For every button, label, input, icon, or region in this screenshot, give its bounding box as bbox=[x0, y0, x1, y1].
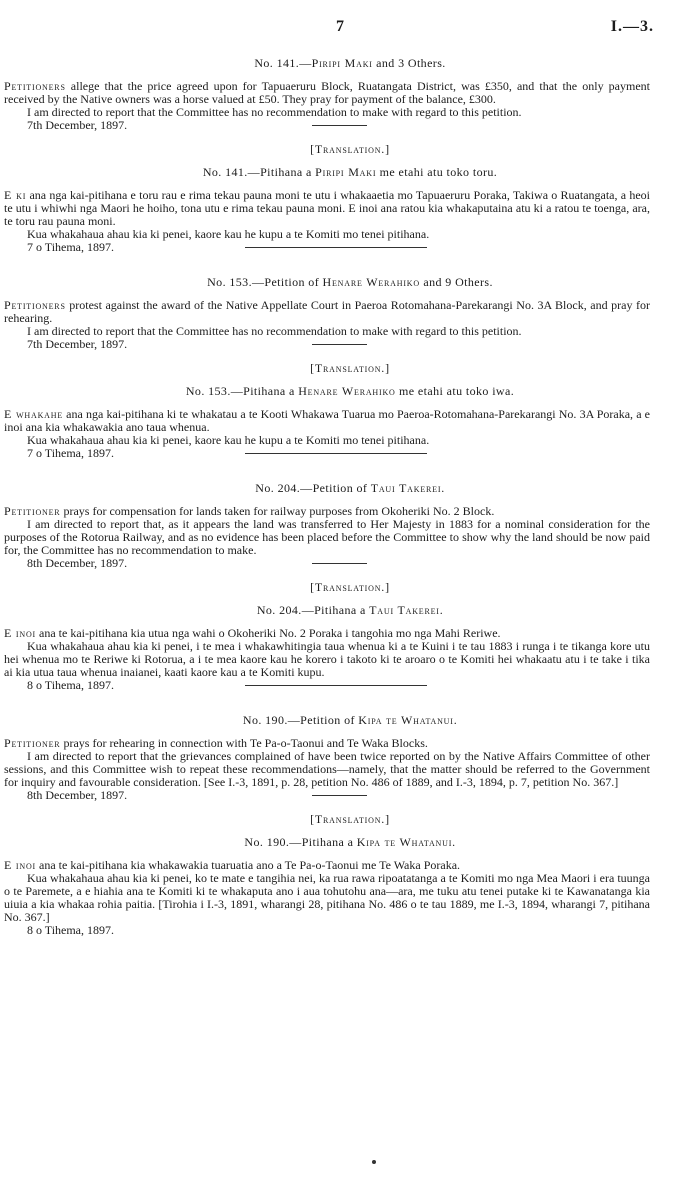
petition-title: No. 204.—Petition of Taui Takerei. bbox=[255, 481, 445, 495]
section-divider-rule bbox=[245, 453, 427, 454]
translation-label: [Translation.] bbox=[310, 812, 390, 826]
translation-label: [Translation.] bbox=[310, 361, 390, 375]
translation-title: No. 204.—Pitihana a Taui Takerei. bbox=[256, 603, 444, 617]
document-reference: I.—3. bbox=[610, 18, 654, 35]
date-line: 7th December, 1897. bbox=[0, 338, 700, 351]
petition-title: No. 141.—Piripi Maki and 3 Others. bbox=[254, 56, 446, 70]
translation-date-line: 7 o Tihema, 1897. bbox=[0, 241, 700, 254]
divider-rule bbox=[312, 563, 367, 564]
date-line: 7th December, 1897. bbox=[0, 119, 700, 132]
petition-paragraph: Petitioner prays for compensation for lands taken for railway purposes from Okoheriki No. 2 Block. bbox=[4, 504, 495, 518]
translation-paragraph: E inoi ana te kai-pitihana kia utua nga wahi o Okoheriki No. 2 Poraka i tangohia mo nga Mahi Reriwe. bbox=[4, 626, 501, 640]
page-footer-mark bbox=[372, 1160, 376, 1164]
translation-paragraph: E whakahe ana nga kai-pitihana ki te whakatau a te Kooti Whakawa Tuarua mo Paeroa-Rotomahana-Parekarangi No. 3A Poraka, a e inoi ana kia whakawakia ano taua whenua. bbox=[4, 407, 651, 434]
translation-title: No. 153.—Pitihana a Henare Werahiko me etahi atu toko iwa. bbox=[185, 384, 515, 398]
committee-report: I am directed to report that the Committee has no recommendation to make with regard to this petition. bbox=[27, 105, 522, 119]
translation-paragraph: E inoi ana te kai-pitihana kia whakawakia tuaruatia ano a Te Pa-o-Taonui me Te Waka Poraka. bbox=[4, 858, 461, 872]
translation-report: Kua whakahaua ahau kia ki penei, kaore kau he kupu a te Komiti mo tenei pitihana. bbox=[27, 433, 430, 447]
translation-label: [Translation.] bbox=[310, 142, 390, 156]
divider-rule bbox=[312, 125, 367, 126]
section-divider-rule bbox=[245, 247, 427, 248]
petition-section bbox=[0, 276, 700, 460]
petition-section bbox=[0, 482, 700, 692]
translation-title: No. 141.—Pitihana a Piripi Maki me etahi atu toko toru. bbox=[202, 165, 498, 179]
committee-report: I am directed to report that, as it appears the land was transferred to Her Majesty in 1883 for a nominal consideration for the purposes of the Rotorua Railway, and as no evidence has been placed before the Committee to show why the land should be now paid for, the Committee has no recommendation to make. bbox=[4, 517, 650, 557]
page-header bbox=[0, 20, 700, 40]
page-content bbox=[0, 57, 700, 937]
section-divider-rule bbox=[245, 685, 427, 686]
petition-section bbox=[0, 714, 700, 937]
date-line: 8th December, 1897. bbox=[0, 789, 700, 802]
petition-title: No. 153.—Petition of Henare Werahiko and 9 Others. bbox=[207, 275, 493, 289]
translation-date-line: 8 o Tihema, 1897. bbox=[27, 923, 115, 937]
translation-title: No. 190.—Pitihana a Kipa te Whatanui. bbox=[244, 835, 456, 849]
date-line: 8th December, 1897. bbox=[0, 557, 700, 570]
translation-label: [Translation.] bbox=[310, 580, 390, 594]
translation-date-line: 8 o Tihema, 1897. bbox=[0, 679, 700, 692]
translation-report: Kua whakahaua ahau kia ki penei, ko te mate e tangihia nei, ka rua rawa ripoatatanga a te Komiti mo nga Mea Maori i era tuunga o te Paremete, a e hiahia ana te Komiti ki te whakaputa ano i aua tohutohu ana—ara, me tuku atu tenei putake ki te Kawanatanga kia uiuia a kia whakaa rohia paitia. [Tirohia i I.-3, 1891, wharangi 28, pitihana No. 486 o te tau 1889, me I.-3, 1894, wharangi 7, pitihana No. 367.] bbox=[4, 871, 650, 924]
committee-report: I am directed to report that the grievances complained of have been twice reported on by the Native Affairs Committee of other sessions, and this Committee wish to repeat these recommendations—namely, that the matter should be referred to the Government for inquiry and favourable consideration. [See I.-3, 1891, p. 28, petition No. 486 of 1889, and I.-3, 1894, p. 7, petition No. 367.] bbox=[4, 749, 650, 789]
petition-section bbox=[0, 57, 700, 254]
divider-rule bbox=[312, 795, 367, 796]
petition-paragraph: Petitioners protest against the award of the Native Appellate Court in Paeroa Rotomahana-Parekarangi No. 3A Block, and pray for rehearing. bbox=[4, 298, 650, 325]
petition-paragraph: Petitioner prays for rehearing in connection with Te Pa-o-Taonui and Te Waka Blocks. bbox=[4, 736, 428, 750]
divider-rule bbox=[312, 344, 367, 345]
petition-paragraph: Petitioners allege that the price agreed upon for Tapuaeruru Block, Ruatangata District, was £350, and that the only payment received by the Native owners was a horse valued at £50. They pray for payment of the balance, £300. bbox=[4, 79, 650, 106]
translation-report: Kua whakahaua ahau kia ki penei, kaore kau he kupu a te Komiti mo tenei pitihana. bbox=[27, 227, 430, 241]
committee-report: I am directed to report that the Committee has no recommendation to make with regard to this petition. bbox=[27, 324, 522, 338]
translation-report: Kua whakahaua ahau kia ki penei, i te mea i whakawhitingia taua whenua ki a te Kuini i te tau 1883 i runga i te tikanga kore utu hei whenua mo te Reriwe ki Rotorua, a i te mea kaore kau he korero i takoto ki te aroaro o te Komiti hei whakaatu atu i te take i tika ai kia utua taua whenua inaianei, kaati kaore kau a te Komiti kupu. bbox=[4, 639, 650, 679]
translation-date-line: 7 o Tihema, 1897. bbox=[0, 447, 700, 460]
page-number: 7 bbox=[336, 18, 344, 35]
petition-title: No. 190.—Petition of Kipa te Whatanui. bbox=[242, 713, 458, 727]
translation-paragraph: E ki ana nga kai-pitihana e toru rau e rima tekau pauna moni te utu i whakaaetia mo Tapuaeruru Poraka, Takiwa o Ruatangata, a heoi te utu i whiwhi nga Maori he hoiho, tona utu e rima tekau pauna moni. E inoi ana ratou kia whakaputaina atu ki a ratou te toenga, ara, te toru rau pauna moni. bbox=[4, 188, 650, 228]
